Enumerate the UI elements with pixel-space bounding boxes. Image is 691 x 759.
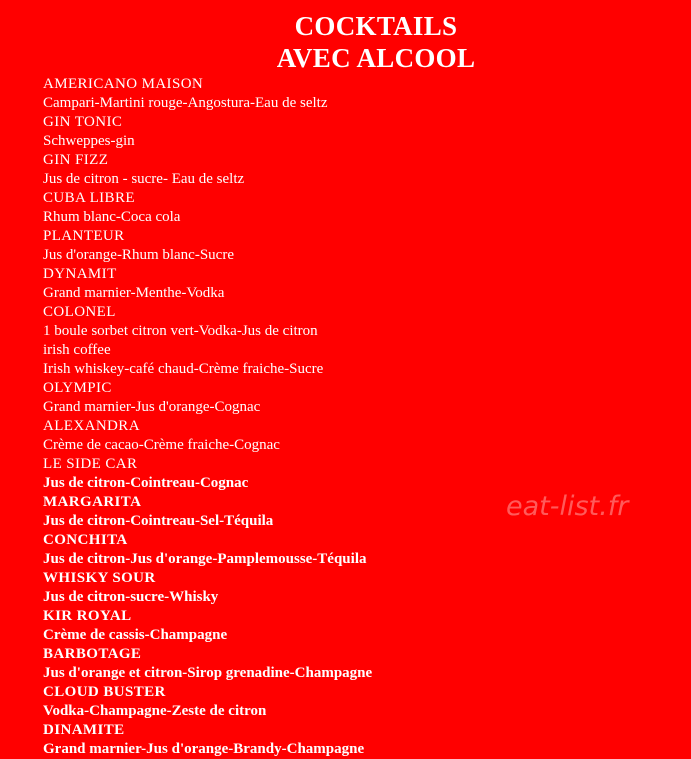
cocktail-ingredients: Jus de citron-sucre-Whisky: [43, 589, 219, 605]
cocktail-name: KIR ROYAL: [43, 608, 132, 624]
cocktail-name: GIN TONIC: [43, 114, 123, 130]
cocktail-name: COLONEL: [43, 304, 116, 320]
cocktail-ingredients: Jus d'orange-Rhum blanc-Sucre: [43, 247, 234, 263]
cocktail-ingredients: Jus de citron-Cointreau-Cognac: [43, 475, 249, 491]
cocktail-ingredients: Irish whiskey-café chaud-Crème fraiche-Sucre: [43, 361, 324, 377]
cocktail-ingredients: Grand marnier-Menthe-Vodka: [43, 285, 225, 301]
cocktail-ingredients: Crème de cassis-Champagne: [43, 627, 228, 643]
cocktail-name: DINAMITE: [43, 722, 125, 738]
cocktail-name: ALEXANDRA: [43, 418, 140, 434]
cocktail-ingredients: Jus de citron - sucre- Eau de seltz: [43, 171, 245, 187]
page-title-line-1: COCKTAILS: [294, 11, 458, 41]
cocktail-ingredients: Rhum blanc-Coca cola: [43, 209, 181, 225]
cocktail-ingredients: Jus de citron-Jus d'orange-Pamplemousse-Téquila: [43, 551, 367, 567]
cocktail-name: GIN FIZZ: [43, 152, 109, 168]
cocktail-ingredients: Grand marnier-Jus d'orange-Brandy-Champagne: [43, 741, 365, 757]
cocktail-name: CUBA LIBRE: [43, 190, 135, 206]
page-title-line-2: AVEC ALCOOL: [276, 43, 476, 73]
cocktail-list: [43, 75, 372, 759]
cocktail-name: MARGARITA: [43, 494, 142, 510]
cocktail-ingredients: Jus d'orange et citron-Sirop grenadine-Champagne: [43, 665, 373, 681]
cocktail-name: OLYMPIC: [43, 380, 112, 396]
cocktail-name: CLOUD BUSTER: [43, 684, 166, 700]
cocktail-name: CONCHITA: [43, 532, 128, 548]
cocktail-name: AMERICANO MAISON: [43, 76, 204, 92]
cocktail-ingredients: Vodka-Champagne-Zeste de citron: [43, 703, 267, 719]
cocktail-ingredients: Schweppes-gin: [43, 133, 135, 149]
cocktail-name: LE SIDE CAR: [43, 456, 138, 472]
cocktail-name: PLANTEUR: [43, 228, 125, 244]
cocktail-ingredients: Crème de cacao-Crème fraiche-Cognac: [43, 437, 280, 453]
cocktail-name: BARBOTAGE: [43, 646, 142, 662]
watermark: eat-list.fr: [506, 491, 629, 522]
cocktail-name: WHISKY SOUR: [43, 570, 156, 586]
cocktail-ingredients: 1 boule sorbet citron vert-Vodka-Jus de citron: [43, 323, 318, 339]
cocktail-name: irish coffee: [43, 342, 111, 358]
cocktail-ingredients: Campari-Martini rouge-Angostura-Eau de seltz: [43, 95, 328, 111]
cocktail-name: DYNAMIT: [43, 266, 117, 282]
cocktail-ingredients: Jus de citron-Cointreau-Sel-Téquila: [43, 513, 274, 529]
cocktail-ingredients: Grand marnier-Jus d'orange-Cognac: [43, 399, 261, 415]
